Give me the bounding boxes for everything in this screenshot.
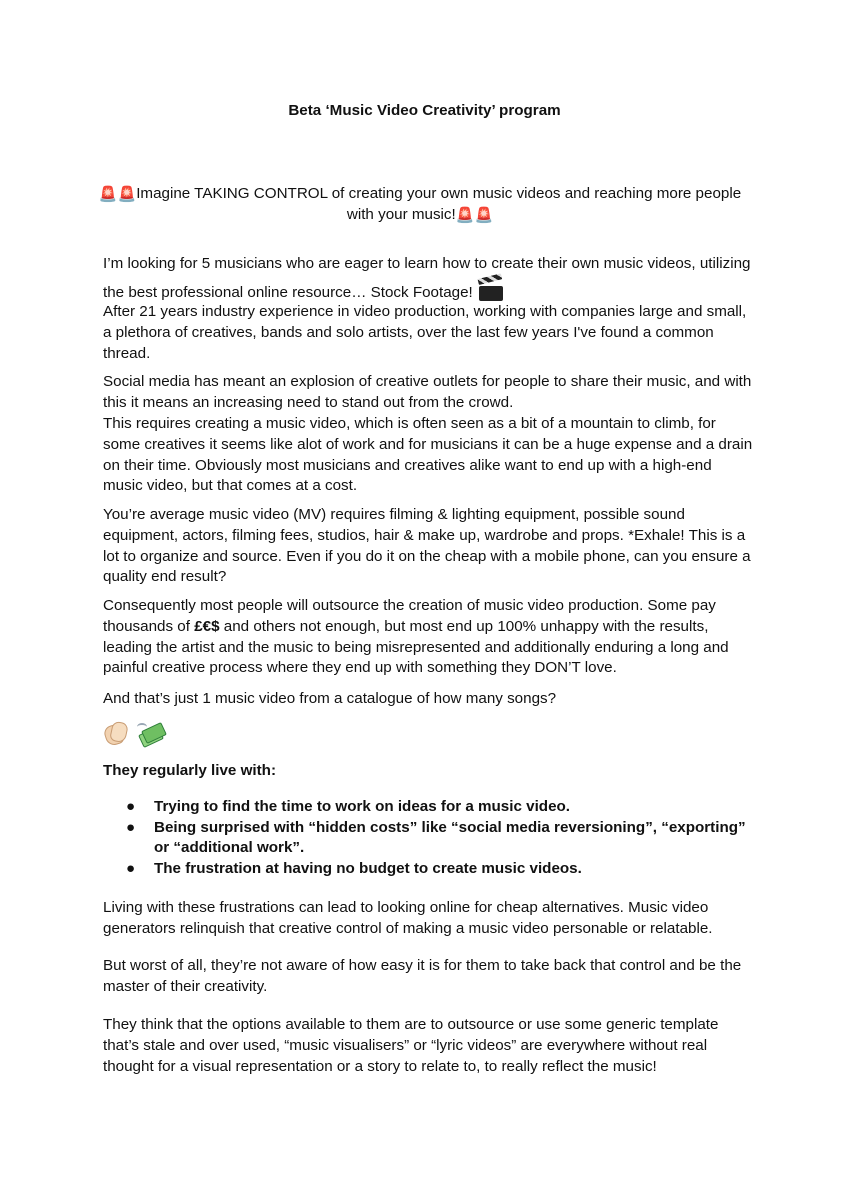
rotating-light-icon: 🚨 [98, 185, 118, 203]
intro-text: I’m looking for 5 musicians who are eager to learn how to create their own music videos, utilizing the best professional online resource… Stock Footage! [103, 255, 751, 301]
rotating-light-icon: 🚨 [455, 205, 475, 224]
list-item: ● Trying to find the time to work on ideas for a music video. [103, 797, 753, 818]
intro-paragraph [103, 250, 753, 306]
headline [90, 184, 750, 226]
experience-paragraph: After 21 years industry experience in video production, working with companies large and small, a plethora of creatives, bands and solo artists, over the last few years I've found a common thread. [103, 303, 747, 362]
page-title: Beta ‘Music Video Creativity’ program [288, 102, 561, 119]
clapper-board-icon [479, 277, 505, 301]
list-item: ● The frustration at having no budget to create music videos. [103, 859, 753, 880]
live-with-heading: They regularly live with: [103, 762, 277, 779]
headline-text: Imagine TAKING CONTROL of creating your own music videos and reaching more people with your music! [136, 185, 742, 223]
worst-paragraph: But worst of all, they’re not aware of how easy it is for them to take back that control and be the master of their creativity. [103, 957, 742, 995]
requires-paragraph: This requires creating a music video, which is often seen as a bit of a mountain to climb, for some creatives it seems like alot of work and for musicians it can be a huge expense and a drain on their time. Obviously most musicians and creatives alike want to end up with a high-end music video, but that comes at a cost. [103, 415, 753, 495]
outsource-text-before: Consequently most people will outsource the creation of music video production. Some pay thousands of [103, 597, 716, 635]
list-item: ● Being surprised with “hidden costs” like “social media reversioning”, “exporting” or “additional work”. [126, 818, 746, 857]
currency-symbols: £€$ [194, 617, 220, 635]
frustrations-paragraph: Living with these frustrations can lead to looking online for cheap alternatives. Music video generators relinquish that creative control of making a music video personable or relatable. [103, 899, 713, 937]
emoji-row [103, 719, 167, 745]
outsource-paragraph [103, 596, 753, 679]
social-paragraph: Social media has meant an explosion of creative outlets for people to share their music, and with this it means an increasing need to stand out from the crowd. [103, 373, 752, 411]
frustrations-list [103, 797, 753, 879]
rotating-light-icon: 🚨 [117, 185, 137, 203]
money-with-wings-icon [137, 719, 167, 745]
bullet-icon: ● [126, 798, 136, 815]
options-paragraph: They think that the options available to them are to outsource or use some generic template that’s stale and over used, “music visualisers” or “lyric videos” are everywhere without real thought for a visual representation or a story to relate to, to really reflect the music! [103, 1016, 719, 1075]
average-paragraph: You’re average music video (MV) requires filming & lighting equipment, possible sound equipment, actors, filming fees, studios, hair & make up, wardrobe and props. *Exhale! This is a lot to organize and source. Even if you do it on the cheap with a mobile phone, can you ensure a quality end result? [103, 506, 751, 586]
rotating-light-icon: 🚨 [474, 205, 494, 224]
bullet-icon: ● [126, 818, 136, 836]
outsource-text-after: and others not enough, but most end up 100% unhappy with the results, leading the artist and the music to being misrepresented and additionally enduring a long and painful creative process where they end up with something they DON’T love. [103, 617, 729, 677]
catalogue-paragraph: And that’s just 1 music video from a catalogue of how many songs? [103, 690, 557, 707]
clapping-hands-icon [103, 719, 129, 745]
bullet-icon: ● [126, 859, 136, 877]
